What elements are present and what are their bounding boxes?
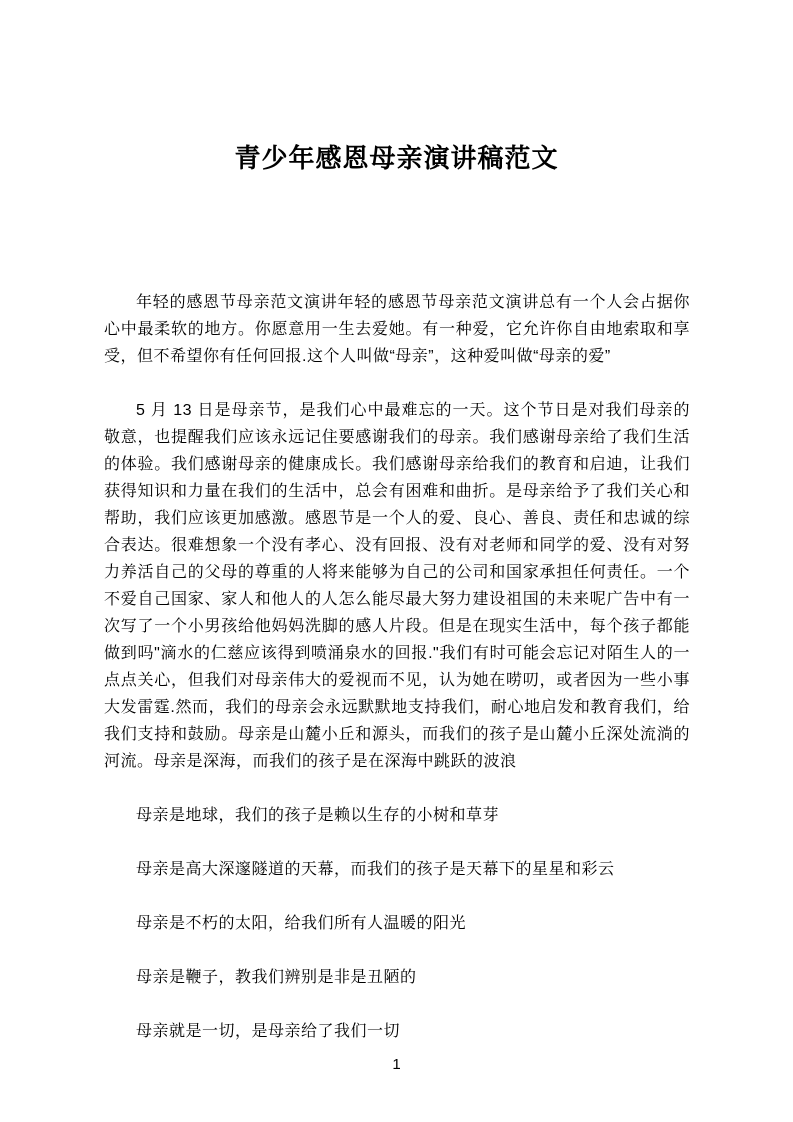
document-title: 青少年感恩母亲演讲稿范文: [234, 143, 559, 173]
document-body: [0, 289, 793, 1045]
paragraph-main: 5 月 13 日是母亲节，是我们心中最难忘的一天。这个节日是对我们母亲的敬意，也提醒我们应该永远记住要感谢我们的母亲。我们感谢母亲给了我们生活的体验。我们感谢母亲的健康成长。我们感谢母亲给我们的教育和启迪，让我们获得知识和力量在我们的生活中，总会有困难和曲折。是母亲给予了我们关心和帮助，我们应该更加感激。感恩节是一个人的爱、良心、善良、责任和忠诚的综合表达。很难想象一个没有孝心、没有回报、没有对老师和同学的爱、没有对努力养活自己的父母的尊重的人将来能够为自己的公司和国家承担任何责任。一个不爱自己国家、家人和他人的人怎么能尽最大努力建设祖国的未来呢广告中有一次写了一个小男孩给他妈妈洗脚的感人片段。但是在现实生活中，每个孩子都能做到吗"滴水的仁慈应该得到喷涌泉水的回报."我们有时可能会忘记对陌生人的一点点关心，但我们对母亲伟大的爱视而不见，认为她在唠叨，或者因为一些小事大发雷霆.然而，我们的母亲会永远默默地支持我们，耐心地启发和教育我们，给我们支持和鼓励。母亲是山麓小丘和源头，而我们的孩子是山麓小丘深处流淌的河流。母亲是深海，而我们的孩子是在深海中跳跃的波浪: [104, 402, 690, 770]
quote-line-everything: 母亲就是一切，是母亲给了我们一切: [136, 1023, 401, 1040]
quote-line-sky: 母亲是高大深邃隧道的天幕，而我们的孩子是天幕下的星星和彩云: [136, 861, 615, 878]
paragraph-intro: 年轻的感恩节母亲范文演讲年轻的感恩节母亲范文演讲总有一个人会占据你心中最柔软的地方。你愿意用一生去爱她。有一种爱，它允许你自由地索取和享受，但不希望你有任何回报.这个人叫做“母亲”，这种爱叫做“母亲的爱”: [104, 294, 690, 365]
quote-line-earth: 母亲是地球，我们的孩子是赖以生存的小树和草芽: [136, 807, 500, 824]
page-number: 1: [392, 1056, 401, 1073]
quote-line-sun: 母亲是不朽的太阳，给我们所有人温暖的阳光: [136, 915, 467, 932]
quote-line-whip: 母亲是鞭子，教我们辨别是非是丑陋的: [136, 969, 417, 986]
